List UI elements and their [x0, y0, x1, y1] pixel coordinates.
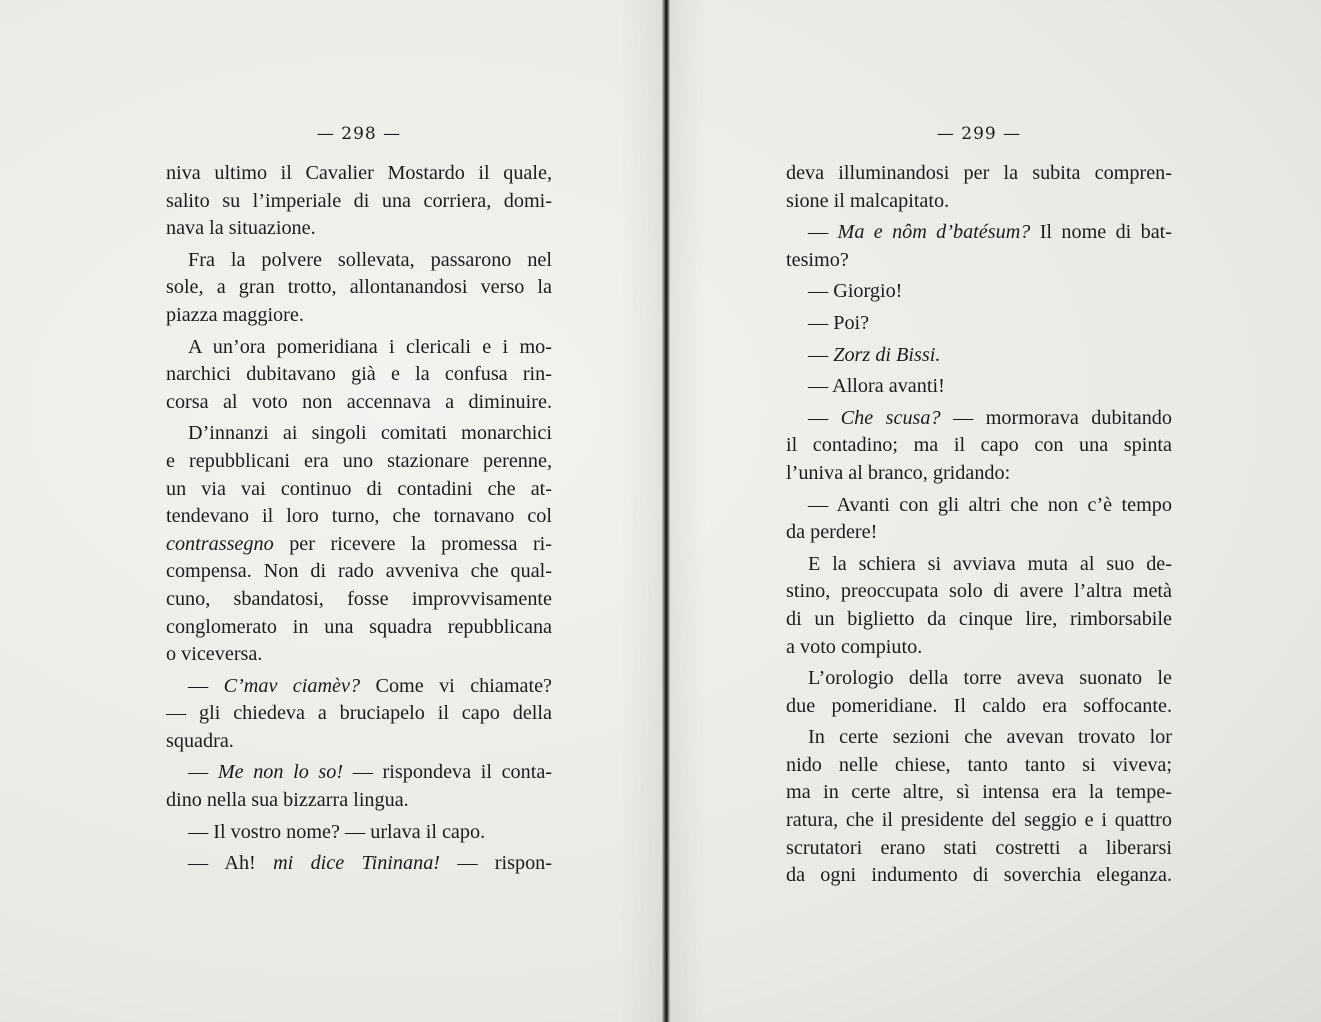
text-line: [166, 531, 552, 559]
text-line: — Allora avanti!: [808, 375, 945, 398]
italic-segment: contrassegno: [166, 532, 274, 555]
text-line: Fra la polvere sollevata, passarono nel: [188, 248, 552, 271]
book-gutter: [662, 0, 670, 1022]
text-line: due pomeridiane. Il caldo era soffocante.: [786, 694, 1172, 717]
text-line: — gli chiedeva a bruciapelo il capo della: [166, 702, 552, 725]
text-line: sole, a gran trotto, allontanandosi verso la: [166, 276, 552, 299]
text-line: nido nelle chiese, tanto tanto si viveva;: [786, 753, 1172, 776]
text-line: narchici dubitavano già e la confusa rin-: [166, 363, 552, 386]
text-line: salito su l’imperiale di una corriera, domi-: [166, 189, 552, 212]
text-line: piazza maggiore.: [166, 303, 304, 326]
text-line: — Il vostro nome? — urlava il capo.: [188, 820, 486, 843]
text-line: deva illuminandosi per la subita compren-: [786, 162, 1172, 184]
text-line: nava la situazione.: [166, 217, 316, 240]
text-line: [786, 405, 1172, 433]
text-line: A un’ora pomeridiana i clericali e i mo-: [188, 335, 552, 358]
text-line: da perdere!: [786, 521, 878, 544]
text-line: compensa. Non di rado avveniva che qual-: [166, 560, 552, 583]
text-segment: Il nome di bat-: [1030, 221, 1172, 244]
text-line: un via vai continuo di contadini che at-: [166, 477, 552, 500]
text-line: e repubblicani era uno stazionare perenne,: [166, 449, 552, 472]
text-segment: —: [808, 221, 838, 244]
text-line: L’orologio della torre aveva suonato le: [808, 667, 1172, 690]
text-segment: — Ah!: [188, 852, 274, 875]
text-line: E la schiera si avviava muta al suo de-: [808, 552, 1172, 575]
right-page-text: [786, 160, 1172, 890]
text-segment: —: [808, 343, 834, 366]
page-number-right: — 299 —: [936, 124, 1022, 144]
text-line: [166, 673, 552, 701]
italic-segment: Me non lo so!: [217, 761, 344, 784]
italic-segment: Che scusa?: [840, 406, 941, 429]
italic-segment: Ma e nôm d’batésum?: [837, 221, 1031, 244]
text-line: In certe sezioni che avevan trovato lor: [808, 726, 1172, 749]
text-line: conglomerato in una squadra repubblicana: [166, 615, 552, 638]
left-page: [166, 120, 552, 878]
italic-segment: C’mav ciamèv?: [223, 674, 361, 697]
text-line: da ogni indumento di soverchia eleganza.: [786, 864, 1172, 887]
text-segment: — mormorava dubitando: [940, 406, 1172, 429]
text-line: tesimo?: [786, 248, 849, 271]
text-line: [786, 342, 1172, 370]
text-line: ma in certe altre, sì intensa era la tempe-: [786, 781, 1172, 804]
text-line: — Avanti con gli altri che non c’è tempo: [808, 493, 1172, 516]
text-line: di un biglietto da cinque lire, rimborsabile: [786, 607, 1172, 630]
text-line: il contadino; ma il capo con una spinta: [786, 434, 1172, 457]
text-line: corsa al voto non accennava a diminuire.: [166, 390, 552, 413]
text-segment: per ricevere la promessa ri-: [273, 532, 552, 555]
text-line: [166, 850, 552, 878]
text-line: tendevano il loro turno, che tornavano col: [166, 505, 552, 528]
page-number-left: — 298 —: [316, 124, 402, 144]
text-line: ratura, che il presidente del seggio e i quattro: [786, 809, 1172, 832]
text-segment: —: [188, 761, 218, 784]
text-line: niva ultimo il Cavalier Mostardo il quale,: [166, 162, 552, 184]
gutter-shadow-left: [620, 0, 662, 1022]
text-line: sione il malcapitato.: [786, 189, 950, 212]
text-segment: —: [188, 674, 224, 697]
text-line: D’innanzi ai singoli comitati monarchici: [188, 422, 552, 445]
text-segment: —: [808, 406, 841, 429]
left-page-text: [166, 160, 552, 878]
italic-segment: mi dice Tininana!: [273, 852, 441, 875]
text-line: stino, preoccupata solo di avere l’altra metà: [786, 580, 1172, 603]
text-line: scrutatori erano stati costretti a liberarsi: [786, 836, 1172, 859]
text-line: — Giorgio!: [808, 280, 903, 303]
text-line: — Poi?: [808, 311, 870, 334]
text-line: dino nella sua bizzarra lingua.: [166, 789, 409, 812]
text-segment: — rispon-: [440, 852, 552, 875]
right-page: [786, 120, 1172, 890]
text-line: cuno, sbandatosi, fosse improvvisamente: [166, 587, 552, 610]
text-segment: Come vi chiamate?: [360, 674, 553, 697]
italic-segment: Zorz di Bissi.: [833, 343, 941, 366]
text-line: l’univa al branco, gridando:: [786, 461, 1011, 484]
text-line: [166, 759, 552, 787]
gutter-shadow-right: [670, 0, 706, 1022]
text-line: squadra.: [166, 729, 234, 752]
text-line: [786, 219, 1172, 247]
text-segment: — rispondeva il conta-: [343, 761, 553, 784]
text-line: o viceversa.: [166, 643, 263, 666]
text-line: a voto compiuto.: [786, 635, 923, 658]
